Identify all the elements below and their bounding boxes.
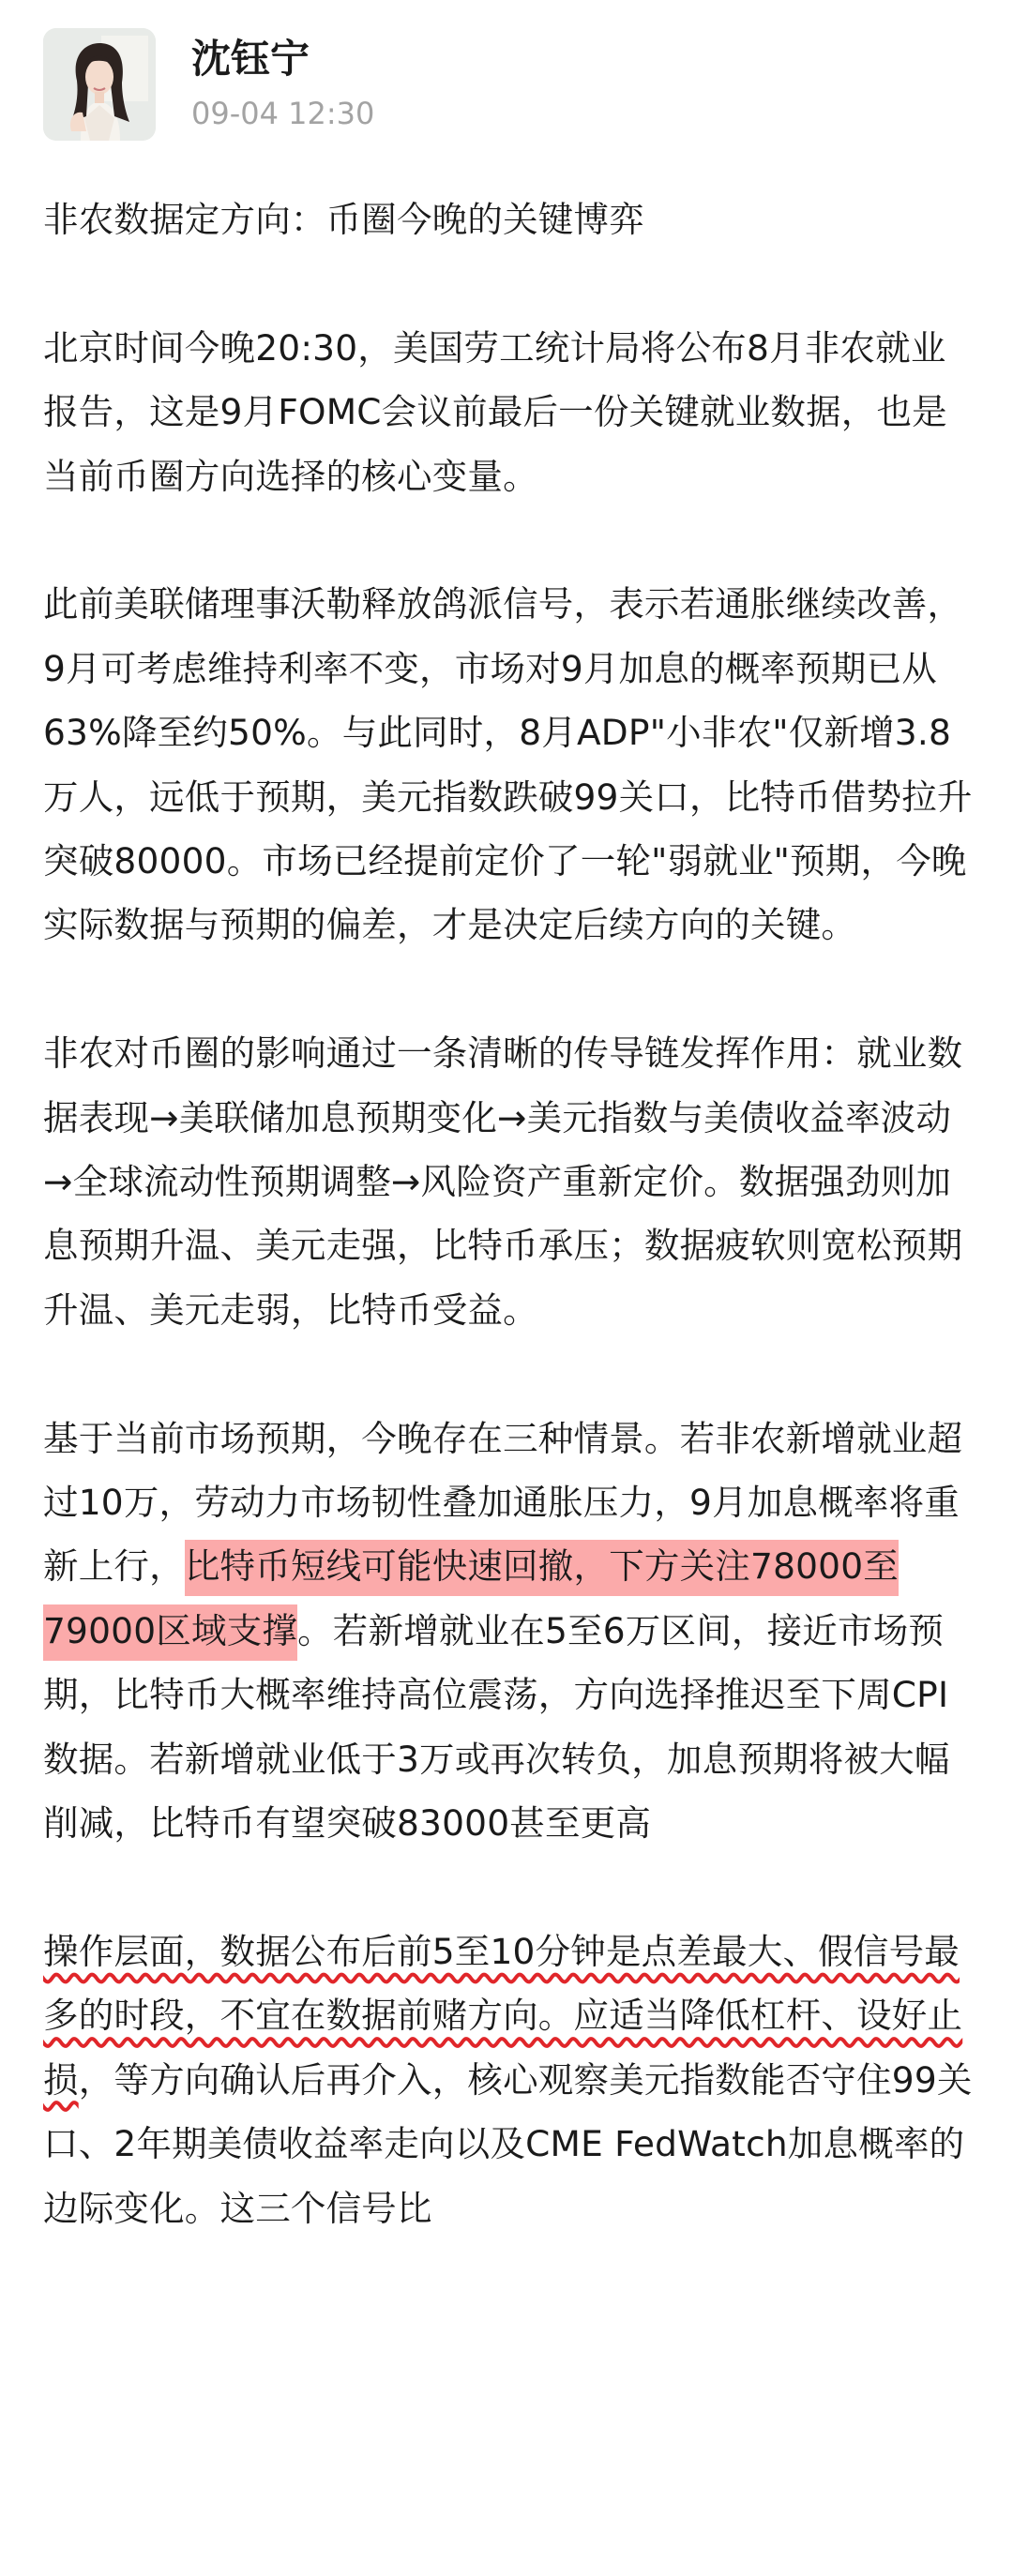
scenario-text-lead: 基于当前市场预期，今晚存在三种情景。若非农新增就业超过10万，劳动力市场韧性叠加通胀压力，9月加息概率将重新上行， — [43, 1417, 963, 1588]
underlined-risk-text: 操作层面，数据公布后前5至10分钟是点差最大、假信号最多的时段，不宜在数据前赌方向。应适当降低杠杆、设好止损 — [43, 1930, 963, 2101]
avatar-portrait-image — [43, 28, 156, 141]
post-timestamp: 09-04 12:30 — [191, 96, 375, 131]
author-name[interactable]: 沈钰宁 — [191, 36, 310, 82]
operations-text-rest: ，等方向确认后再介入，核心观察美元指数能否守住99关口、2年期美债收益率走向以及CME FedWatch加息概率的边际变化。这三个信号比 — [43, 2058, 973, 2229]
paragraph-operations — [43, 1920, 979, 2240]
post-content — [43, 188, 979, 2304]
paragraph-fed-signals: 此前美联储理事沃勒释放鸽派信号，表示若通胀继续改善，9月可考虑维持利率不变，市场对9月加息的概率预期已从63%降至约50%。与此同时，8月ADP"小非农"仅新增3.8万人，远低于预期，美元指数跌破99关口，比特币借势拉升突破80000。市场已经提前定价了一轮"弱就业"预期，今晚实际数据与预期的偏差，才是决定后续方向的关键。 — [43, 583, 973, 946]
paragraph-nfp-release: 北京时间今晚20:30，美国劳工统计局将公布8月非农就业报告，这是9月FOMC会议前最后一份关键就业数据，也是当前币圈方向选择的核心变量。 — [43, 326, 947, 497]
avatar[interactable] — [43, 28, 156, 141]
scenario-text-rest: 。若新增就业在5至6万区间，接近市场预期，比特币大概率维持高位震荡，方向选择推迟至下周CPI数据。若新增就业低于3万或再次转负，加息预期将被大幅削减，比特币有望突破83000甚至更高 — [43, 1609, 950, 1845]
post-header — [43, 28, 970, 141]
post-title: 非农数据定方向：币圈今晚的关键博弈 — [43, 199, 644, 240]
paragraph-scenarios — [43, 1407, 979, 1856]
highlighted-support-text: 比特币短线可能快速回撤，下方关注78000至79000区域支撑 — [43, 1540, 899, 1660]
paragraph-transmission-chain: 非农对币圈的影响通过一条清晰的传导链发挥作用：就业数据表现→美联储加息预期变化→美元指数与美债收益率波动→全球流动性预期调整→风险资产重新定价。数据强劲则加息预期升温、美元走强，比特币承压；数据疲软则宽松预期升温、美元走弱，比特币受益。 — [43, 1032, 963, 1331]
